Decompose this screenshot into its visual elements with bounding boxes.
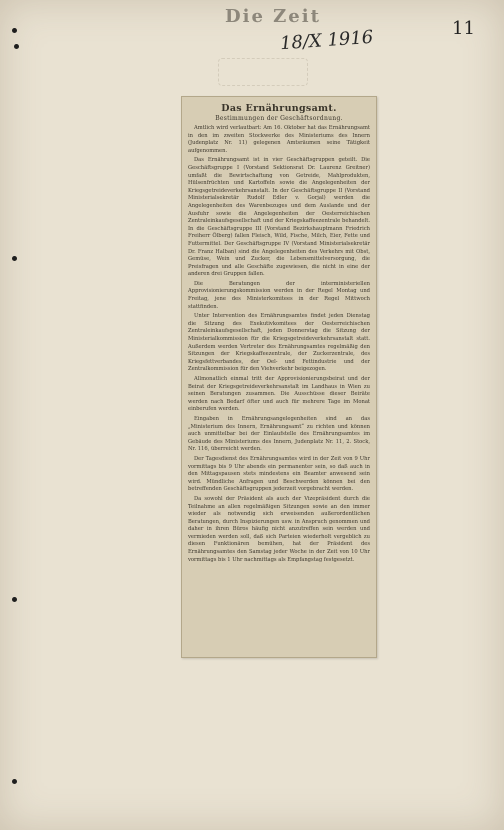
newspaper-masthead: Die Zeit <box>225 6 321 27</box>
article-paragraph: Da sowohl der Präsident als auch der Vizepräsident durch die Teilnahme an allen regelmäßigen Sitzungen sowie an den immer wieder als notwendig sich erweisenden außerordentlichen Beratungen, durch Inspizierungen usw. in Anspruch genommen und daher in ihren Büros häufig nicht anzutreffen sein werden und vermieden werden soll, daß sich Parteien wiederholt vergeblich zu diesen Funktionären bemühen, hat der Präsident des Ernährungsamtes den Samstag jeder Woche in der Zeit von 10 Uhr vormittags bis 1 Uhr nachmittags als Empfangstag festgesetzt. <box>188 495 370 563</box>
article-body <box>188 125 370 564</box>
binder-hole <box>12 779 17 784</box>
article-paragraph: Allmonatlich einmal tritt der Approvisionierungsbeirat und der Beirat der Kriegsgetreideverkehrsanstalt im Landhaus in Wien zu seinen Beratungen zusammen. Die Ausschüsse dieser Beiräte werden nach Bedarf öfter und auch für mehrere Tage im Monat einberufen werden. <box>188 376 370 413</box>
article-paragraph: Eingaben in Ernährungsangelegenheiten sind an das „Ministerium des Innern, Ernährungsamt“ zu richten und können auch unmittelbar bei der Einlaufstelle des Ernährungsamtes im Gebäude des Ministeriums des Innern, Judenplatz Nr. 11, 2. Stock, Nr. 116, überreicht werden. <box>188 415 370 453</box>
binder-hole <box>12 28 17 33</box>
article-paragraph: Das Ernährungsamt ist in vier Geschäftsgruppen geteilt. Die Geschäftsgruppe I (Vorstand Sektionsrat Dr. Laurenz Greitner) umfaßt die Bewirtschaftung von Getreide, Mahlprodukten, Hülsenfrüchten und Kartoffeln sowie die Angelegenheiten der Kriegsgetreideverkehrsanstalt. In der Geschäftsgruppe II (Vorstand Ministerialsekretär Rudolf Edler v. Gorjal) werden die Angelegenheiten des Warenbezuges und dem Auslande und der Ausfuhr sowie die Angelegenheiten der Oesterreichischen Zentraleinkaufsgesellschaft und der Kriegskaffeezentrale behandelt. In die Geschäftsgruppe III (Vorstand Bezirkshauptmann Friedrich Freiherr Ölberg) fallen Fleisch, Wild, Fische, Milch, Eier, Fette und Futtermittel. Der Geschäftsgruppe IV (Vorstand Ministerialsekretär Dr. Franz Halban) sind die Angelegenheiten des Verkehrs mit Obst, Gemüse, Wein und Zucker, die Lebensmittelversorgung, die Preisfragen und alle Geschäfte zugewiesen, die nicht in eine der anderen drei Gruppen fallen. <box>188 157 370 278</box>
article-paragraph: Unter Intervention des Ernährungsamtes findet jeden Dienstag die Sitzung des Exekutivkomitees der Oesterreichischen Zentraleinkaufsgesellschaft, jeden Donnerstag die Sitzung der Ministerialkommission für die Kriegsgetreideverkehrsanstalt statt. Außerdem werden Vertreter des Ernährungsamtes regelmäßig den Sitzungen der Kriegskaffeezentrale, der Zuckerzentrale, des Kriegsfettverbandes, der Oel- und Fettindustrie und der Zentralkommission für den Viehverkehr beigezogen. <box>188 313 370 373</box>
article-paragraph: Der Tagesdienst des Ernährungsamtes wird in der Zeit von 9 Uhr vormittags bis 9 Uhr abends ein permanenter sein, so daß auch in den Mittagspausen stets mindestens ein Beamter anwesend sein wird. Mündliche Anfragen und Beschwerden können bei den betreffenden Geschäftsgruppen jederzeit vorgebracht werden. <box>188 455 370 493</box>
binder-hole <box>14 44 19 49</box>
binder-hole <box>12 597 17 602</box>
binder-hole <box>12 256 17 261</box>
article-paragraph: Amtlich wird verlautbart: Am 16. Oktober hat das Ernährungsamt in den im zweiten Stockwerke des Ministeriums des Innern (Judenplatz Nr. 11) gelegenen Amtsräumen seine Tätigkeit aufgenommen. <box>188 125 370 154</box>
faded-stamp <box>218 58 308 86</box>
article-title: Das Ernährungsamt. <box>221 103 337 114</box>
article-paragraph: Die Beratungen der interministeriellen Approvisionierungskommission werden in der Regel Montag und Freitag, jene des Ministerkomitees in der Regel Mittwoch stattfinden. <box>188 280 370 310</box>
newspaper-clipping <box>181 96 377 658</box>
page-number: 11 <box>452 18 475 39</box>
handwritten-date: 18/X 1916 <box>279 26 374 55</box>
article-subtitle: Bestimmungen der Geschäftsordnung. <box>215 115 343 122</box>
